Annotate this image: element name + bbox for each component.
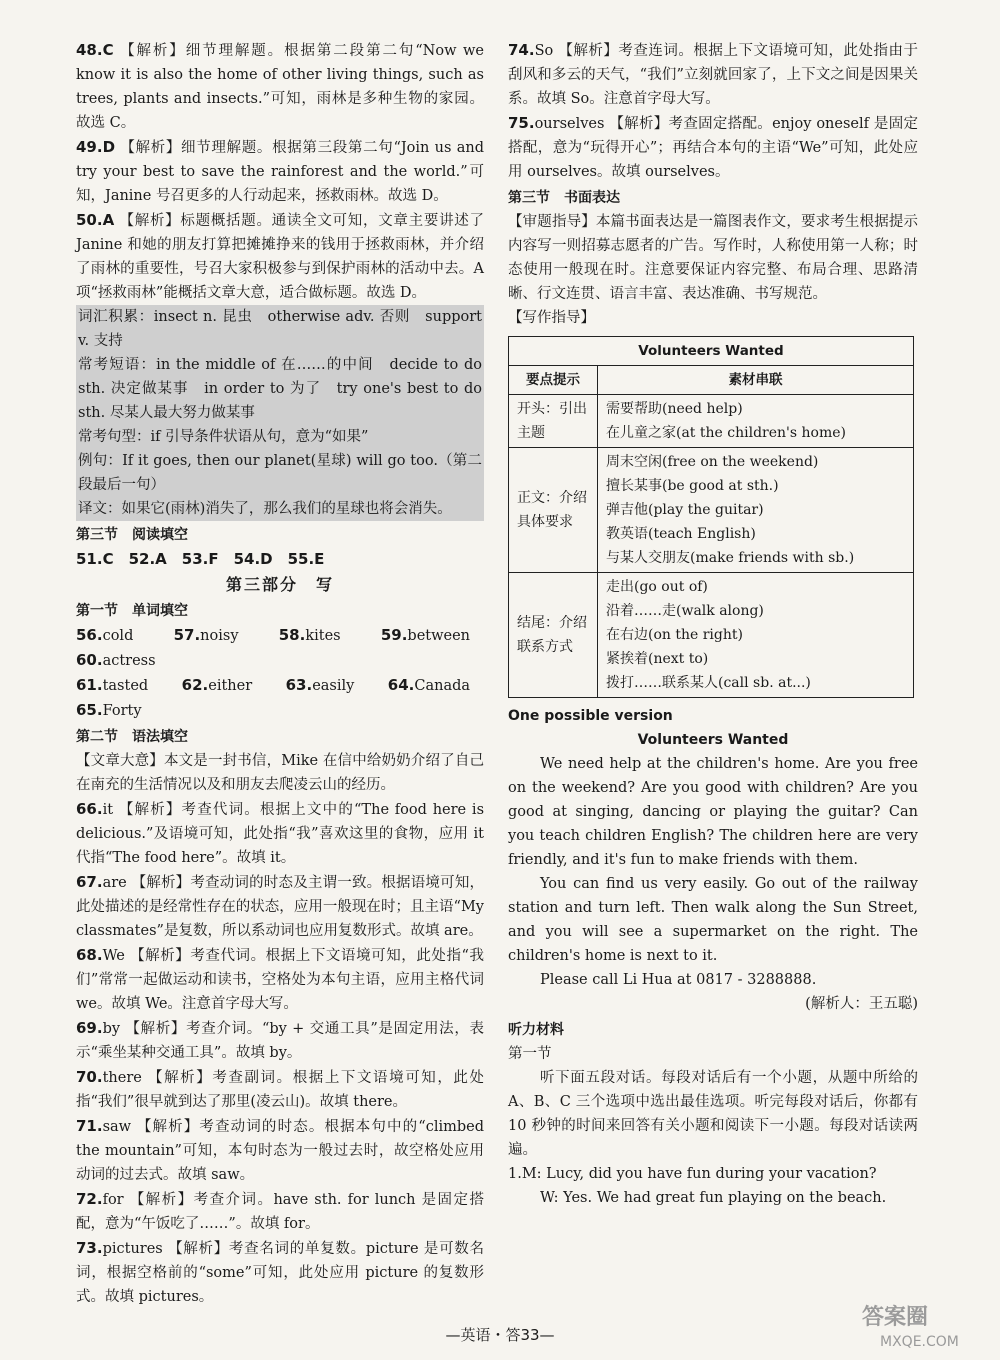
right-column xyxy=(508,38,918,1210)
table-title: Volunteers Wanted xyxy=(509,337,914,366)
part-three-title: 第三部分 写 xyxy=(225,575,334,594)
page-footer: —英语・答33— xyxy=(445,1326,555,1344)
answer-69: 69.by 【解析】考查介词。“by + 交通工具”是固定用法，表示“乘坐某种交通工具”。故填 by。 xyxy=(76,1019,485,1061)
section-grammar-fill: 第二节 语法填空 xyxy=(76,729,188,745)
left-column xyxy=(76,38,484,1309)
answer-68: 68.We 【解析】考查代词。根据上下文语境可知，此处指“我们”常常一起做运动和读书，空格处为本句主语，应用主格代词 we。故填 We。注意首字母大写。 xyxy=(76,946,485,1012)
essay-paragraph: Please call Li Hua at 0817 - 3288888. xyxy=(540,972,817,988)
possible-version-label: One possible version xyxy=(508,708,673,724)
writing-guide-label: 【写作指导】 xyxy=(508,310,595,326)
essay-paragraph: You can find us very easily. Go out of the railway station and turn left. Then walk along the Sun Street, and you will see a supermarket on the right. The children's home is next to it. xyxy=(508,876,918,964)
answer-48: 48.C 【解析】细节理解题。根据第二段第二句“Now we know it is also the home of other living things, such as trees, plants and insects.”可知，雨林是多种生物的家园。故选 C。 xyxy=(76,41,485,131)
listening-title: 听力材料 xyxy=(508,1022,564,1038)
answer-74: 74.So 【解析】考查连词。根据上下文语境可知，此处指由于刮风和多云的天气，“我们”立刻就回家了，上下文之间是因果关系。故填 So。注意首字母大写。 xyxy=(508,41,919,107)
answer-70: 70.there 【解析】考查副词。根据上下文语境可知，此处指“我们”很早就到达了那里(凌云山)。故填 there。 xyxy=(76,1068,485,1110)
listening-intro: 听下面五段对话。每段对话后有一个小题，从题中所给的 A、B、C 三个选项中选出最佳选项。听完每段对话后，你都有 10 秒钟的时间来回答有关小题和阅读下一小题。每段对话读两遍。 xyxy=(508,1070,918,1158)
answer-49: 49.D 【解析】细节理解题。根据第三段第二句“Join us and try your best to save the rainforest and the world.”可知，Janine 号召更多的人行动起来，拯救雨林。故选 D。 xyxy=(76,138,485,204)
answer-50: 50.A 【解析】标题概括题。通读全文可知，文章主要讲述了 Janine 和她的朋友打算把摊摊挣来的钱用于拯救雨林，并介绍了雨林的重要性，号召大家积极参与到保护雨林的活动中去。A 项“拯救雨林”能概括文章大意，适合做标题。故选 D。 xyxy=(76,211,484,301)
passage-summary: 【文章大意】本文是一封书信，Mike 在信中给奶奶介绍了自己在南充的生活情况以及和朋友去爬凌云山的经历。 xyxy=(76,753,484,793)
answer-71: 71.saw 【解析】考查动词的时态。根据本句中的“climbed the mountain”可知，本句时态为一般过去时，故空格处应用动词的过去式。故填 saw。 xyxy=(76,1117,485,1183)
dialogue-line: W: Yes. We had great fun playing on the beach. xyxy=(540,1190,887,1206)
answers-56-60: 56.cold 57.noisy 58.kites 59.between 60.actress xyxy=(76,626,471,669)
answer-67: 67.are 【解析】考查动词的时态及主谓一致。根据语境可知，此处描述的是经常性存在的状态，应用一般现在时；且主语“My classmates”是复数，所以系动词也应用复数形式。故填 are。 xyxy=(76,873,485,939)
watermark-logo: 答案圈 xyxy=(862,1305,929,1330)
section-word-fill: 第一节 单词填空 xyxy=(76,603,188,619)
answer-66: 66.it 【解析】考查代词。根据上文中的“The food here is delicious.”及语境可知，此处指“我”喜欢这里的食物，应用 it 代指“The food here”。故填 it。 xyxy=(76,800,485,866)
writing-task-guide: 【审题指导】本篇书面表达是一篇图表作文，要求考生根据提示内容写一则招募志愿者的广告。写作时，人称使用第一人称；时态使用一般现在时。注意要保证内容完整、布局合理、思路清晰、行文连贯、语言丰富、表达准确、书写规范。 xyxy=(508,214,918,302)
essay-title: Volunteers Wanted xyxy=(637,732,789,748)
section-reading-fill: 第三节 阅读填空 xyxy=(76,527,188,543)
essay-paragraph: We need help at the children's home. Are you free on the weekend? Are you good with children? Are you good at singing, dancing or playing the guitar? Can you teach children English? The children here are very friendly, and it's fun to make friends with them. xyxy=(508,756,918,868)
watermark-url: MXQE.COM xyxy=(880,1334,959,1350)
analyst-credit: (解析人：王五聪) xyxy=(805,996,918,1012)
answers-61-65: 61.tasted 62.either 63.easily 64.Canada 65.Forty xyxy=(76,676,471,719)
table-row: 结尾：介绍联系方式 走出(go out of) 沿着……走(walk along) 在右边(on the right) 紧挨着(next to) 拨打……联系某人(call sb. at...) xyxy=(509,573,914,698)
listening-section: 第一节 xyxy=(508,1046,552,1062)
answer-75: 75.ourselves 【解析】考查固定搭配。enjoy oneself 是固定搭配，意为“玩得开心”；再结合本句的主语“We”可知，此处应用 ourselves。故填 ourselves。 xyxy=(508,114,918,180)
table-row: 开头：引出主题 需要帮助(need help) 在儿童之家(at the children's home) xyxy=(509,395,914,448)
table-header-points: 要点提示 xyxy=(509,366,598,395)
writing-guide-table xyxy=(508,336,914,698)
vocabulary-box: 词汇积累：insect n. 昆虫 otherwise adv. 否则 support v. 支持 常考短语：in the middle of 在……的中间 decide to do sth. 决定做某事 in order to 为了 try one's best to do sth. 尽某人最大努力做某事 常考句型：if 引导条件状语从句，意为“如果” 例句：If it goes, then our planet(星球) will go too.（第二段最后一句） 译文：如果它(雨林)消失了，那么我们的星球也将会消失。 xyxy=(76,305,484,521)
dialogue-line: 1.M: Lucy, did you have fun during your vacation? xyxy=(508,1166,877,1182)
section-writing: 第三节 书面表达 xyxy=(508,190,620,206)
answer-72: 72.for 【解析】考查介词。have sth. for lunch 是固定搭配，意为“午饭吃了……”。故填 for。 xyxy=(76,1190,485,1232)
table-row: 正文：介绍具体要求 周末空闲(free on the weekend) 擅长某事(be good at sth.) 弹吉他(play the guitar) 教英语(teach English) 与某人交朋友(make friends with sb.) xyxy=(509,448,914,573)
answers-51-55: 51.C 52.A 53.F 54.D 55.E xyxy=(76,550,325,568)
table-header-materials: 素材串联 xyxy=(598,366,914,395)
answer-73: 73.pictures 【解析】考查名词的单复数。picture 是可数名词，根据空格前的“some”可知，此处应用 picture 的复数形式。故填 pictures。 xyxy=(76,1239,485,1305)
